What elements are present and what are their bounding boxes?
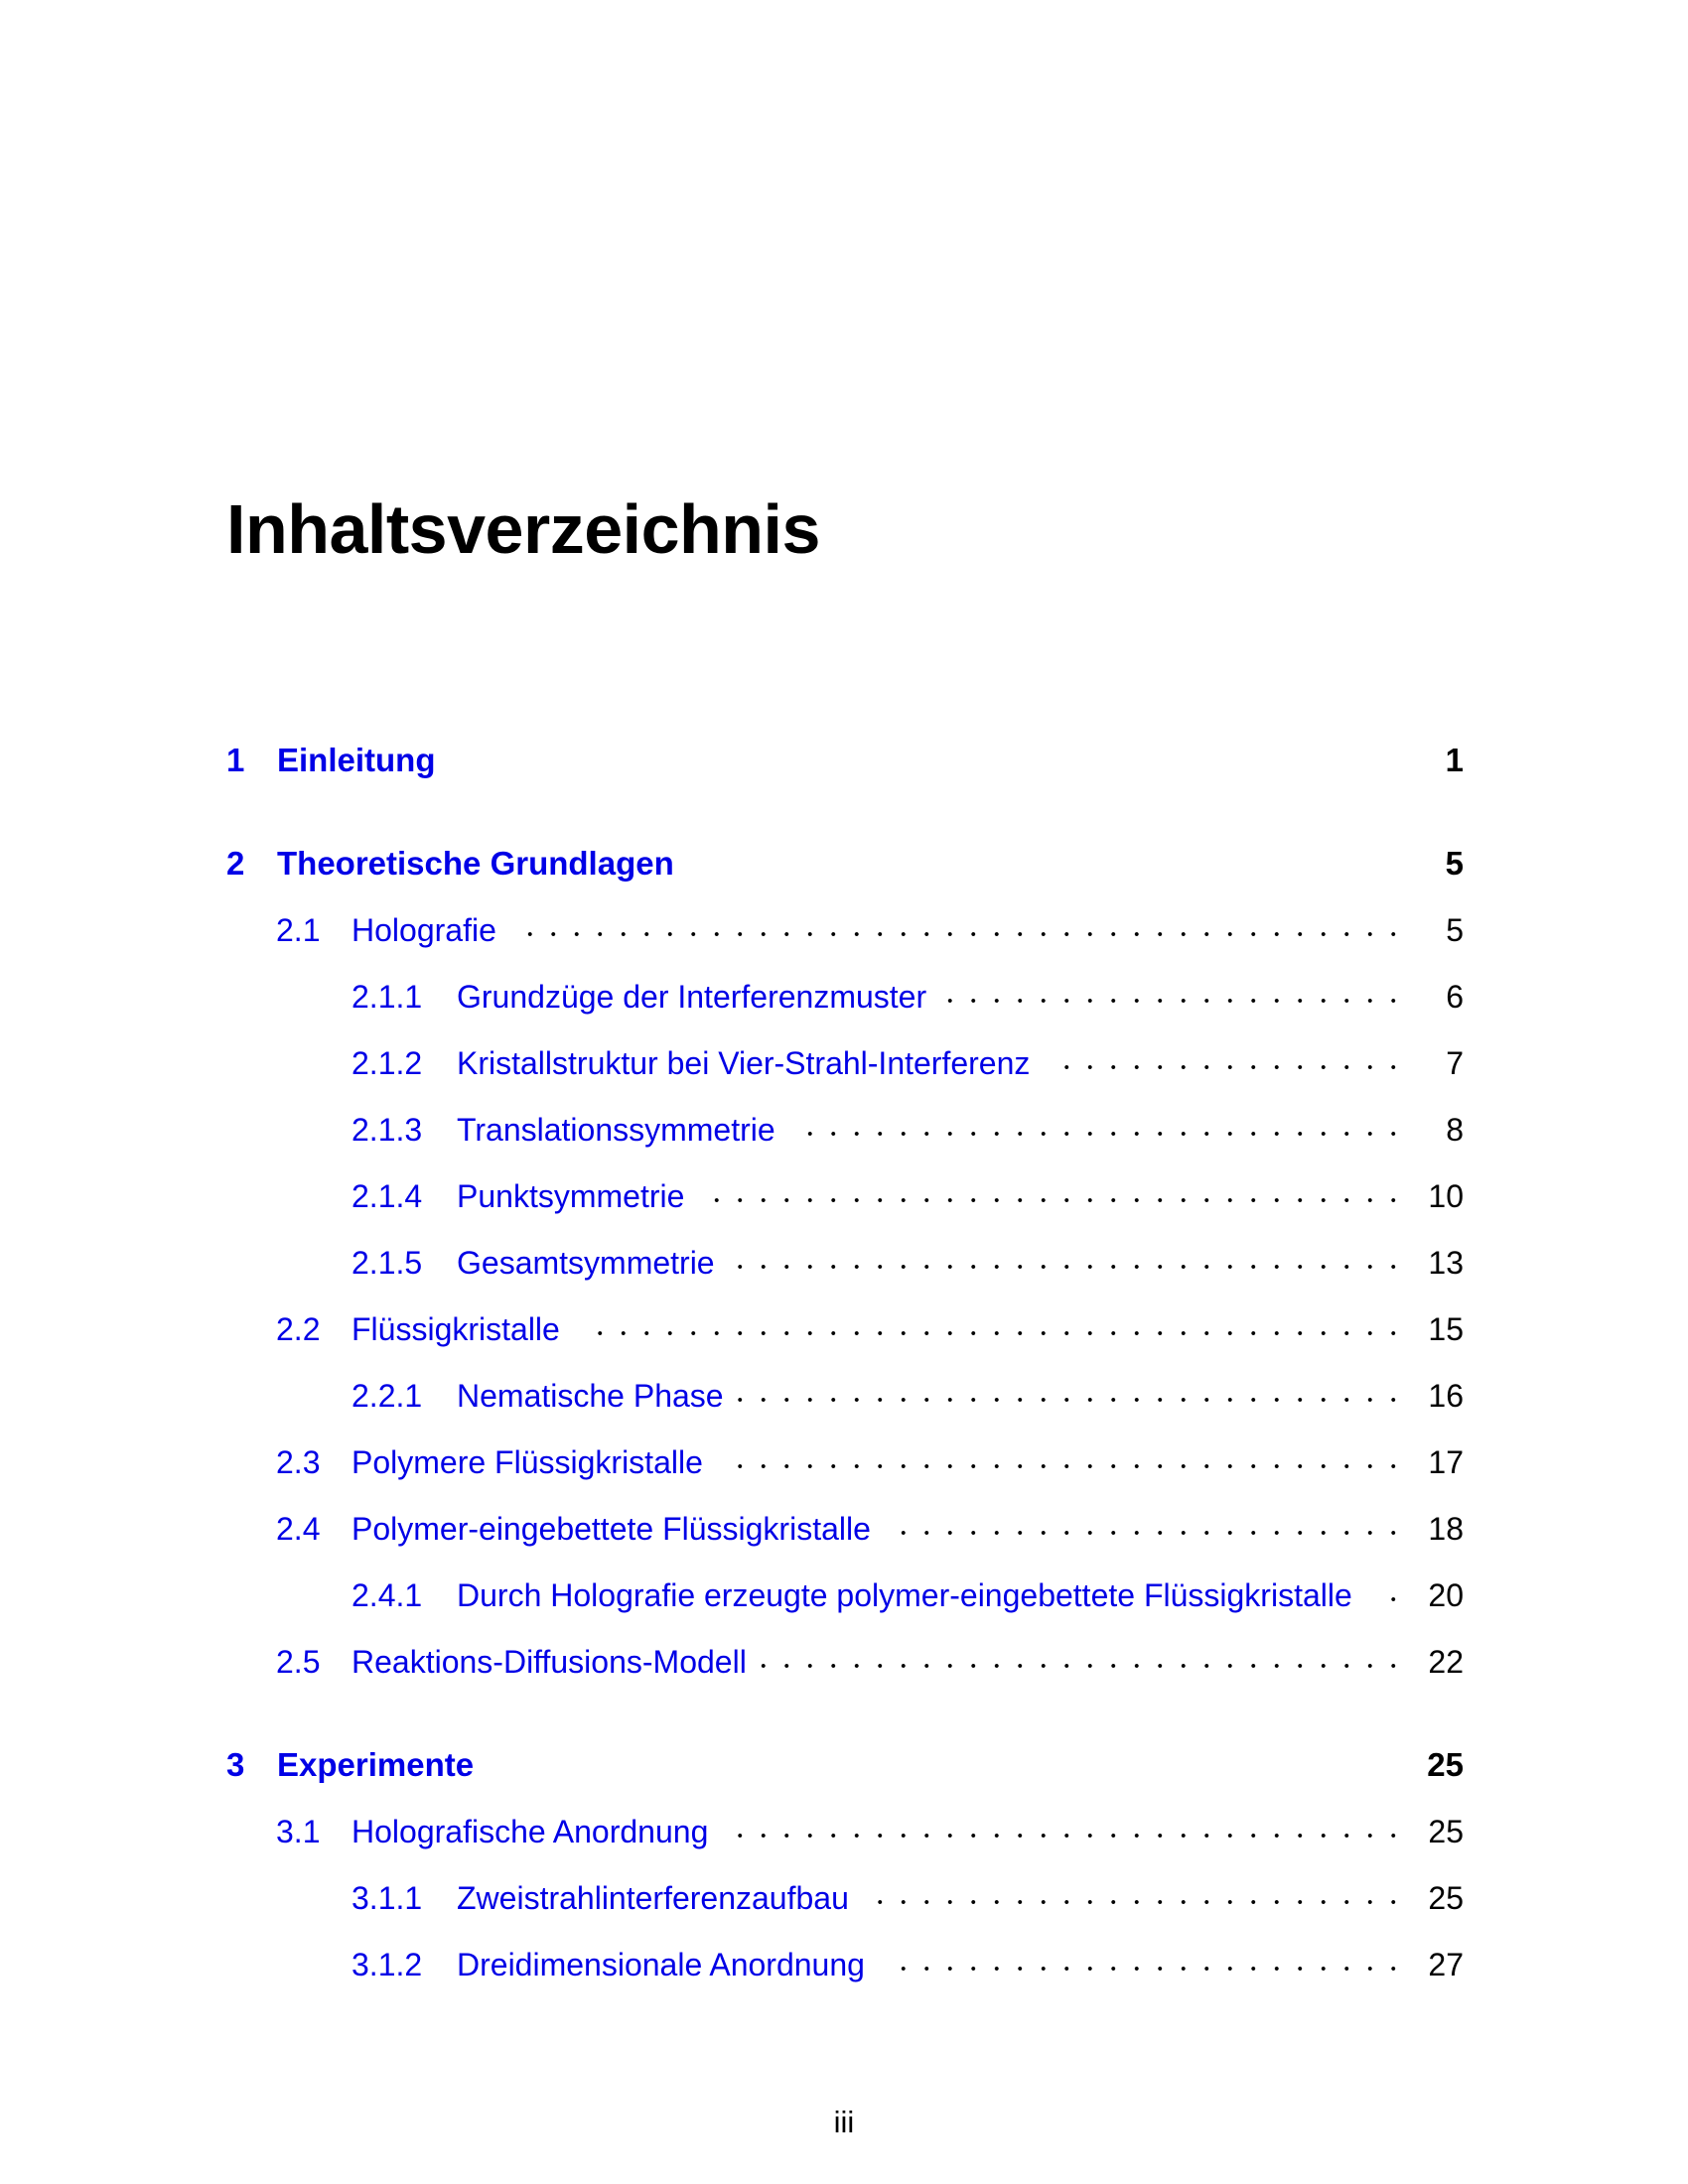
toc-entry-page: 18 (1428, 1511, 1464, 1547)
toc-entry-number[interactable]: 2.2 (276, 1311, 321, 1347)
dot-leader (737, 1819, 1405, 1852)
toc-subsection-2-2-1[interactable] (0, 1375, 1688, 1417)
dot-leader (760, 1649, 1405, 1683)
dot-leader (794, 1117, 1405, 1151)
toc-entry-page: 20 (1428, 1577, 1464, 1613)
dot-leader (737, 1449, 1405, 1483)
dot-leader (864, 1885, 1405, 1919)
toc-entry-title[interactable]: Dreidimensionale Anordnung (457, 1947, 865, 1982)
toc-entry-title[interactable]: Nematische Phase (457, 1378, 724, 1414)
dot-leader (889, 1952, 1405, 1985)
toc-entry-title[interactable]: Experimente (277, 1746, 475, 1783)
dot-leader (1380, 1582, 1405, 1616)
toc-entry-page: 27 (1428, 1947, 1464, 1982)
toc-entry-number[interactable]: 2.1.2 (352, 1045, 423, 1081)
dot-leader (1062, 1050, 1405, 1084)
dot-leader (946, 984, 1405, 1018)
toc-entry-title[interactable]: Holografie (352, 912, 496, 948)
toc-section-3-1[interactable] (0, 1811, 1688, 1852)
dot-leader (586, 1316, 1405, 1350)
toc-entry-title[interactable]: Reaktions-Diffusions-Modell (352, 1644, 747, 1680)
toc-entry-number[interactable]: 2.1 (276, 912, 321, 948)
toc-entry-title[interactable]: Flüssigkristalle (352, 1311, 560, 1347)
toc-entry-page: 5 (1446, 912, 1464, 948)
toc-entry-number[interactable]: 2.1.5 (352, 1245, 423, 1281)
toc-entry-title[interactable]: Translationssymmetrie (457, 1112, 775, 1148)
toc-entry-title[interactable]: Einleitung (277, 742, 436, 778)
toc-entry-number[interactable]: 1 (226, 742, 245, 778)
toc-entry-number[interactable]: 2.4.1 (352, 1577, 423, 1613)
toc-section-2-2[interactable] (0, 1308, 1688, 1350)
toc-entry-page: 13 (1428, 1245, 1464, 1281)
toc-entry-page: 5 (1445, 845, 1464, 882)
toc-entry-page: 22 (1428, 1644, 1464, 1680)
toc-entry-number[interactable]: 2.1.3 (352, 1112, 423, 1148)
dot-leader (737, 1250, 1405, 1284)
toc-entry-number[interactable]: 3.1 (276, 1814, 321, 1849)
toc-entry-page: 15 (1428, 1311, 1464, 1347)
toc-entry-title[interactable]: Zweistrahlinterferenzaufbau (457, 1880, 849, 1916)
toc-entry-number[interactable]: 2.5 (276, 1644, 321, 1680)
toc-subsection-2-1-3[interactable] (0, 1109, 1688, 1151)
page-title: Inhaltsverzeichnis (226, 490, 820, 568)
toc-entry-number[interactable]: 2.2.1 (352, 1378, 423, 1414)
toc-section-2-3[interactable] (0, 1441, 1688, 1483)
toc-entry-page: 17 (1428, 1444, 1464, 1480)
toc-entry-page: 25 (1428, 1814, 1464, 1849)
toc-entry-page: 1 (1445, 742, 1464, 778)
toc-entry-number[interactable]: 2 (226, 845, 245, 882)
toc-entry-title[interactable]: Grundzüge der Interferenzmuster (457, 979, 927, 1015)
toc-subsection-2-4-1[interactable] (0, 1574, 1688, 1616)
toc-entry-title[interactable]: Theoretische Grundlagen (277, 845, 674, 882)
toc-entry-page: 25 (1427, 1746, 1464, 1783)
toc-subsection-2-1-4[interactable] (0, 1175, 1688, 1217)
toc-entry-page: 25 (1428, 1880, 1464, 1916)
toc-entry-title[interactable]: Punktsymmetrie (457, 1178, 685, 1214)
toc-entry-page: 16 (1428, 1378, 1464, 1414)
toc-entry-number[interactable]: 3.1.1 (352, 1880, 423, 1916)
toc-entry-page: 6 (1446, 979, 1464, 1015)
dot-leader (511, 917, 1405, 951)
toc-chapter-1[interactable] (0, 740, 1688, 781)
toc-entry-page: 7 (1446, 1045, 1464, 1081)
dot-leader (737, 1383, 1405, 1417)
toc-entry-title[interactable]: Holografische Anordnung (352, 1814, 709, 1849)
toc-entry-title[interactable]: Gesamtsymmetrie (457, 1245, 715, 1281)
toc-entry-number[interactable]: 2.1.1 (352, 979, 423, 1015)
toc-subsection-3-1-2[interactable] (0, 1944, 1688, 1985)
toc-entry-title[interactable]: Polymer-eingebettete Flüssigkristalle (352, 1511, 871, 1547)
toc-entry-number[interactable]: 2.4 (276, 1511, 321, 1547)
toc-subsection-2-1-1[interactable] (0, 976, 1688, 1018)
toc-section-2-1[interactable] (0, 909, 1688, 951)
toc-section-2-4[interactable] (0, 1508, 1688, 1550)
toc-entry-number[interactable]: 3 (226, 1746, 245, 1783)
toc-subsection-2-1-2[interactable] (0, 1042, 1688, 1084)
toc-entry-number[interactable]: 2.1.4 (352, 1178, 423, 1214)
toc-entry-number[interactable]: 2.3 (276, 1444, 321, 1480)
toc-subsection-3-1-1[interactable] (0, 1877, 1688, 1919)
toc-chapter-2[interactable] (0, 843, 1688, 885)
toc-section-2-5[interactable] (0, 1641, 1688, 1683)
dot-leader (900, 1516, 1405, 1550)
toc-chapter-3[interactable] (0, 1744, 1688, 1786)
toc-entry-title[interactable]: Durch Holografie erzeugte polymer-eingebettete Flüssigkristalle (457, 1577, 1352, 1613)
toc-subsection-2-1-5[interactable] (0, 1242, 1688, 1284)
toc-entry-title[interactable]: Polymere Flüssigkristalle (352, 1444, 703, 1480)
page-number: iii (833, 2105, 855, 2139)
dot-leader (713, 1183, 1405, 1217)
toc-entry-page: 10 (1428, 1178, 1464, 1214)
toc-entry-number[interactable]: 3.1.2 (352, 1947, 423, 1982)
toc-entry-page: 8 (1446, 1112, 1464, 1148)
toc-entry-title[interactable]: Kristallstruktur bei Vier-Strahl-Interferenz (457, 1045, 1031, 1081)
